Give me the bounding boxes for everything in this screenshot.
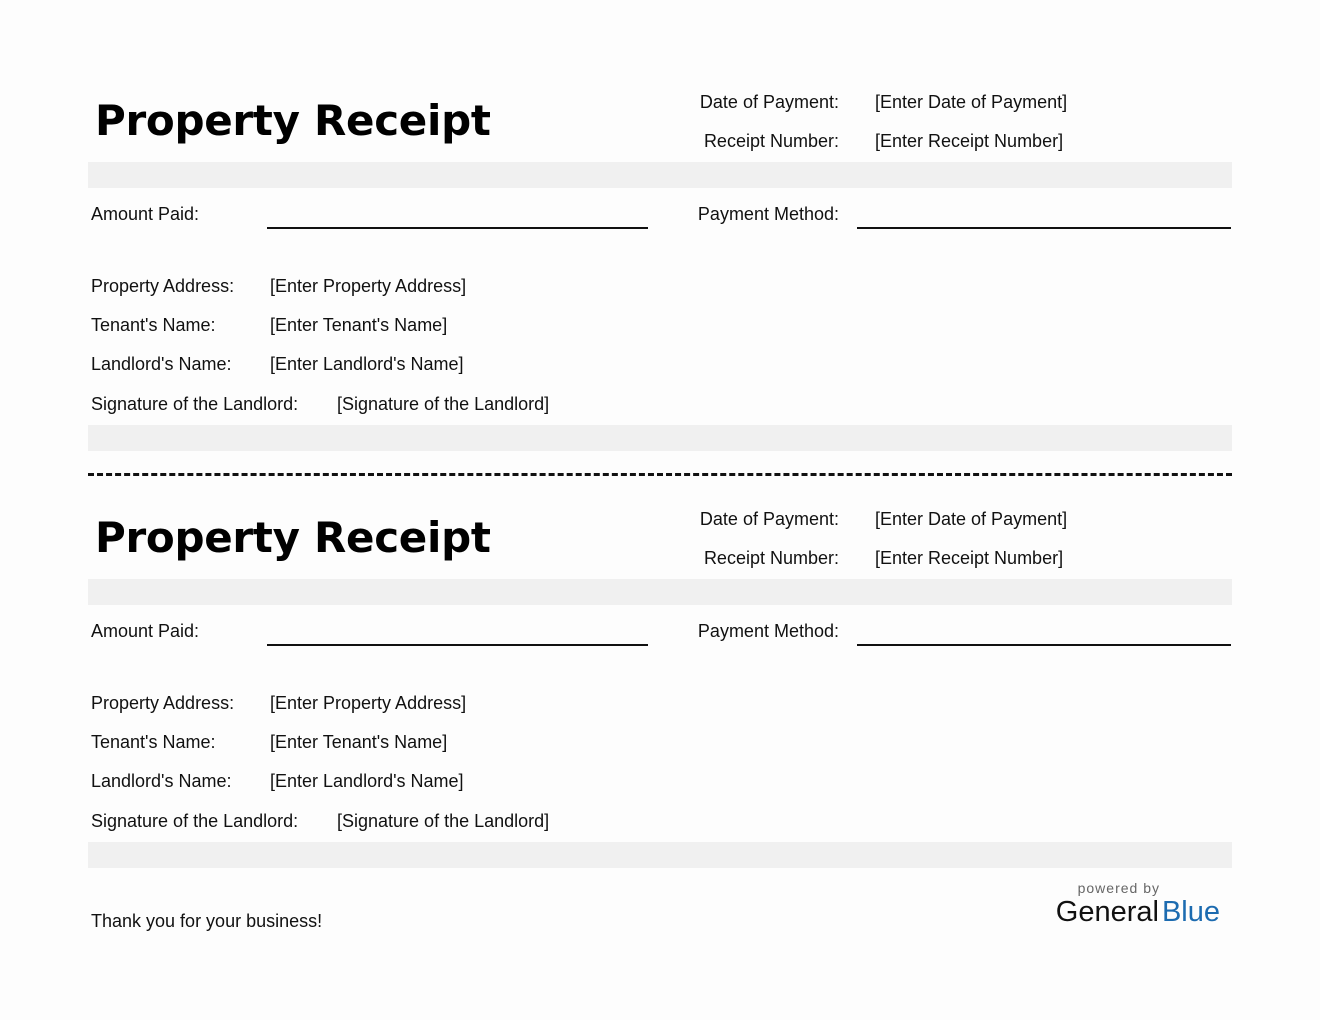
date-of-payment-label: Date of Payment:	[699, 92, 839, 112]
property-address-label: Property Address:	[91, 276, 235, 296]
brand-logo	[1056, 880, 1220, 929]
receipt-2	[0, 417, 1320, 837]
receipt-number-label: Receipt Number:	[703, 131, 839, 151]
thank-you-note: Thank you for your business!	[91, 911, 323, 931]
tenant-name-label: Tenant's Name:	[91, 732, 216, 752]
powered-by-label: powered by	[1077, 880, 1160, 896]
landlord-name-value[interactable]: [Enter Landlord's Name]	[270, 771, 464, 791]
payment-method-label: Payment Method:	[697, 621, 839, 641]
signature-label: Signature of the Landlord:	[91, 811, 299, 831]
property-address-value[interactable]: [Enter Property Address]	[270, 693, 467, 713]
tenant-name-label: Tenant's Name:	[91, 315, 216, 335]
brand-blue-text: Blue	[1161, 896, 1220, 928]
amount-paid-label: Amount Paid:	[91, 621, 200, 641]
tenant-name-value[interactable]: [Enter Tenant's Name]	[270, 315, 448, 335]
receipt-title: Property Receipt	[95, 96, 491, 145]
tenant-name-value[interactable]: [Enter Tenant's Name]	[270, 732, 448, 752]
receipt-title: Property Receipt	[95, 513, 491, 562]
signature-value[interactable]: [Signature of the Landlord]	[337, 394, 550, 414]
receipt-1	[0, 0, 1320, 420]
date-of-payment-value[interactable]: [Enter Date of Payment]	[875, 92, 1068, 112]
property-address-label: Property Address:	[91, 693, 235, 713]
landlord-name-value[interactable]: [Enter Landlord's Name]	[270, 354, 464, 374]
landlord-name-label: Landlord's Name:	[91, 771, 232, 791]
header-band	[88, 162, 1232, 188]
amount-paid-line[interactable]	[267, 227, 648, 229]
amount-paid-label: Amount Paid:	[91, 204, 200, 224]
payment-method-line[interactable]	[857, 644, 1231, 646]
payment-method-label: Payment Method:	[697, 204, 839, 224]
receipt-number-value[interactable]: [Enter Receipt Number]	[875, 548, 1064, 568]
footer-band	[88, 842, 1232, 868]
header-band	[88, 579, 1232, 605]
brand-name	[1056, 896, 1220, 929]
signature-value[interactable]: [Signature of the Landlord]	[337, 811, 550, 831]
landlord-name-label: Landlord's Name:	[91, 354, 232, 374]
receipt-number-label: Receipt Number:	[703, 548, 839, 568]
amount-paid-line[interactable]	[267, 644, 648, 646]
receipt-number-value[interactable]: [Enter Receipt Number]	[875, 131, 1064, 151]
property-address-value[interactable]: [Enter Property Address]	[270, 276, 467, 296]
payment-method-line[interactable]	[857, 227, 1231, 229]
signature-label: Signature of the Landlord:	[91, 394, 299, 414]
date-of-payment-label: Date of Payment:	[699, 509, 839, 529]
brand-general-text: General	[1055, 896, 1159, 928]
date-of-payment-value[interactable]: [Enter Date of Payment]	[875, 509, 1068, 529]
